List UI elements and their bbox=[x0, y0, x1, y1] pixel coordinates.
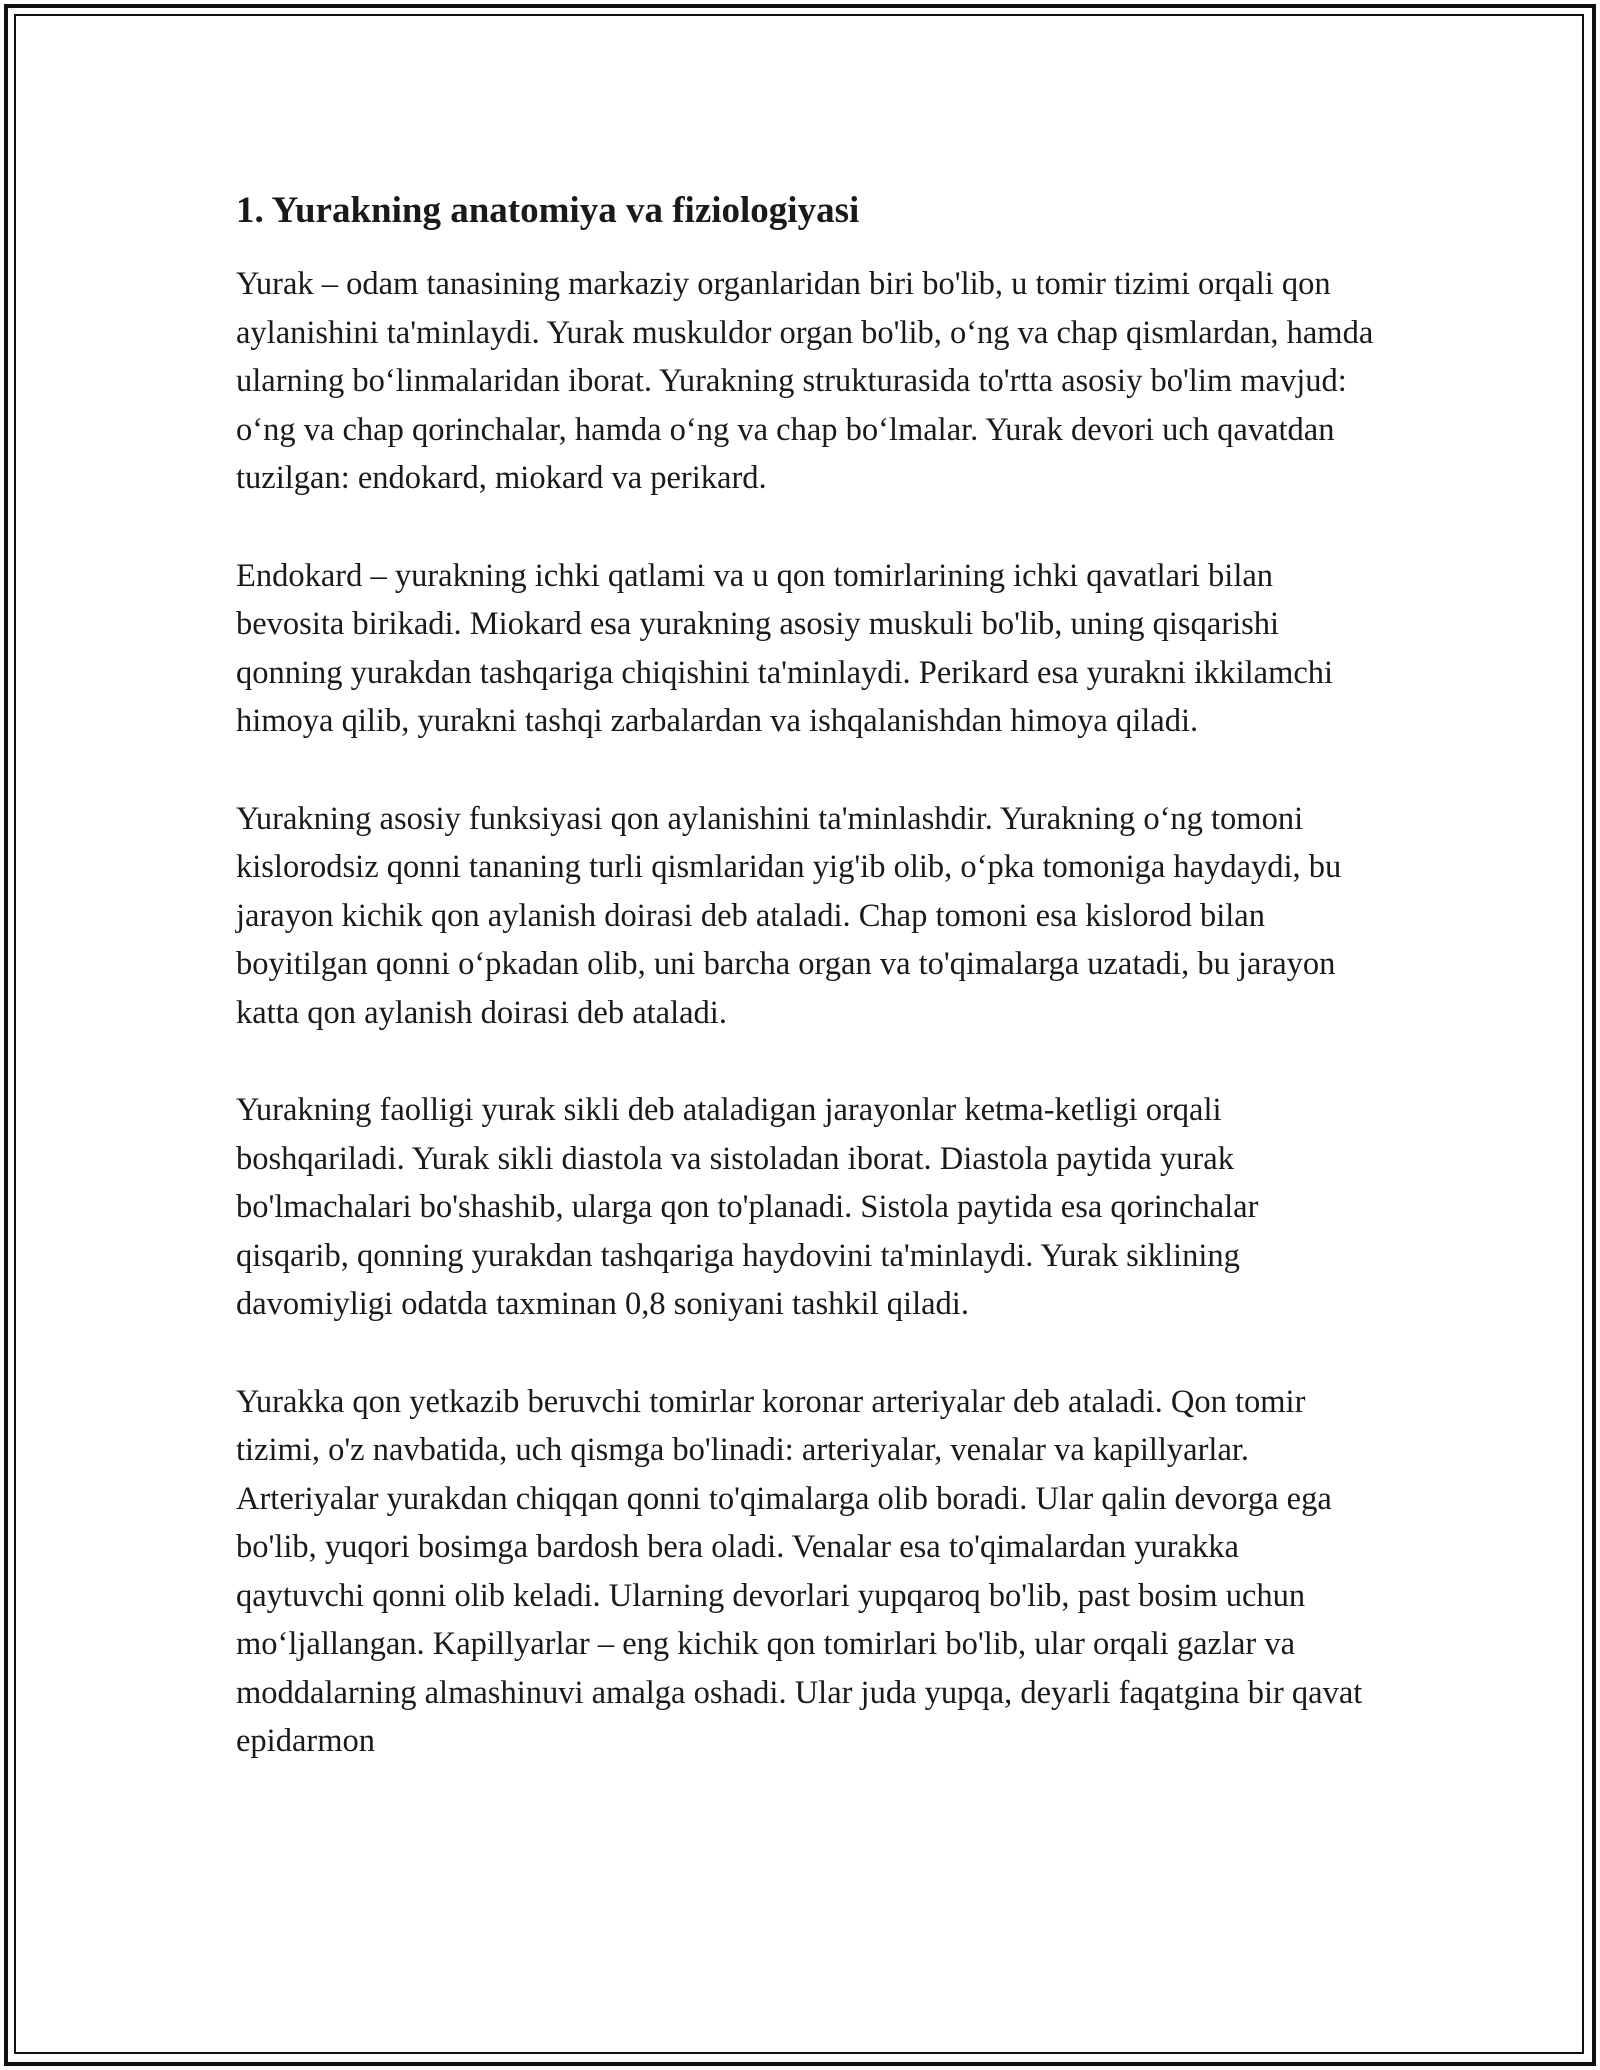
paragraph-blood-vessels: Yurakka qon yetkazib beruvchi tomirlar koronar arteriyalar deb ataladi. Qon tomir tizimi, o'z navbatida, uch qismga bo'linadi: arteriyalar, venalar va kapillyarlar. Arteriyalar yurakdan chiqqan qonni to'qimalarga olib boradi. Ular qalin devorga ega bo'lib, yuqori bosimga bardosh bera oladi. Venalar esa to'qimalardan yurakka qaytuvchi qonni olib keladi. Ularning devorlari yupqaroq bo'lib, past bosim uchun mo‘ljallangan. Kapillyarlar – eng kichik qon tomirlari bo'lib, ular orqali gazlar va moddalarning almashinuvi amalga oshadi. Ular juda yupqa, deyarli faqatgina bir qavat epidarmon bbox=[236, 1383, 1363, 1759]
section-heading: 1. Yurakning anatomiya va fiziologiyasi bbox=[236, 190, 860, 231]
paragraph-heart-layers: Endokard – yurakning ichki qatlami va u qon tomirlarining ichki qavatlari bilan bevosita birikadi. Miokard esa yurakning asosiy muskuli bo'lib, uning qisqarishi qonning yurakdan tashqariga chiqishini ta'minlaydi. Perikard esa yurakni ikkilamchi himoya qilib, yurakni tashqi zarbalardan va ishqalanishdan himoya qiladi. bbox=[236, 557, 1334, 739]
paragraph-heart-structure: Yurak – odam tanasining markaziy organlaridan biri bo'lib, u tomir tizimi orqali qon aylanishini ta'minlaydi. Yurak muskuldor organ bo'lib, o‘ng va chap qismlardan, hamda ularning bo‘linmalaridan iborat. Yurakning strukturasida to'rtta asosiy bo'lim mavjud: o‘ng va chap qorinchalar, hamda o‘ng va chap bo‘lmalar. Yurak devori uch qavatdan tuzilgan: endokard, miokard va perikard. bbox=[236, 266, 1374, 496]
paragraph-heart-function: Yurakning asosiy funksiyasi qon aylanishini ta'minlashdir. Yurakning o‘ng tomoni kislorodsiz qonni tananing turli qismlaridan yig'ib olib, o‘pka tomoniga haydaydi, bu jarayon kichik qon aylanish doirasi deb ataladi. Chap tomoni esa kislorod bilan boyitilgan qonni o‘pkadan olib, uni barcha organ va to'qimalarga uzatadi, bu jarayon katta qon aylanish doirasi deb ataladi. bbox=[236, 800, 1342, 1031]
document-body bbox=[236, 188, 1374, 1766]
paragraph-cardiac-cycle: Yurakning faolligi yurak sikli deb ataladigan jarayonlar ketma-ketligi orqali boshqariladi. Yurak sikli diastola va sistoladan iborat. Diastola paytida yurak bo'lmachalari bo'shashib, ularga qon to'planadi. Sistola paytida esa qorinchalar qisqarib, qonning yurakdan tashqariga haydovini ta'minlaydi. Yurak siklining davomiyligi odatda taxminan 0,8 soniyani tashkil qiladi. bbox=[236, 1092, 1259, 1322]
